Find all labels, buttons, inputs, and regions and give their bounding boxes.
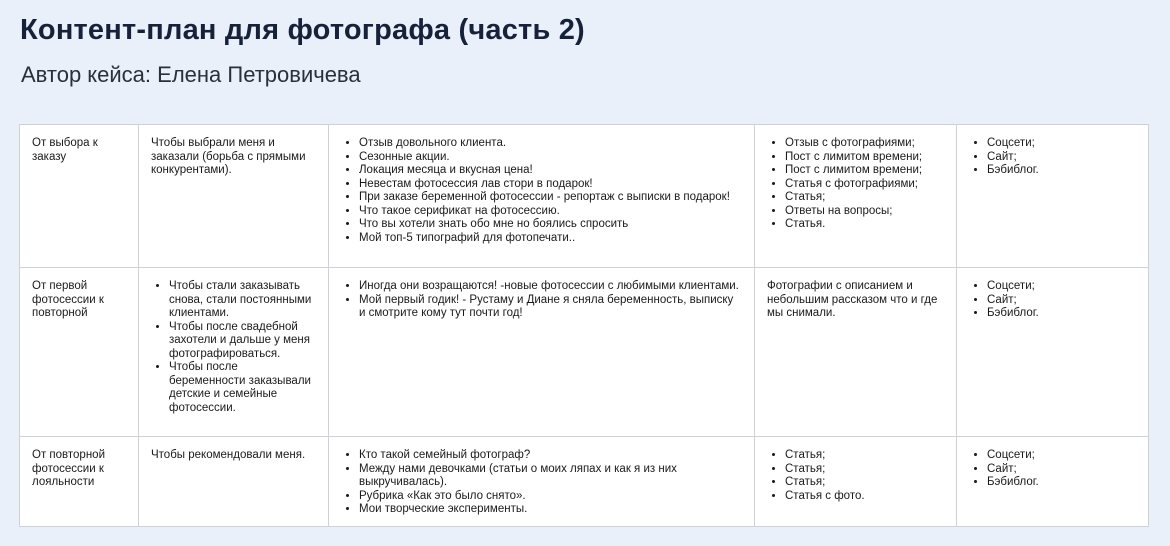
formats-text: Фотографии с описанием и небольшим рассказом что и где мы снимали. [767,280,938,319]
list-item: • Рубрика «Как это было снято». [359,490,742,504]
list-item: • Сайт; [987,294,1136,308]
list-item: • Кто такой семейный фотограф? [359,449,742,463]
list-item: • Чтобы после беременности заказывали детские и семейные фотосессии. [169,361,316,415]
stage-label: От первой фотосессии к повторной [32,280,104,319]
list-item: • Соцсети; [987,449,1136,463]
formats-cell [755,268,957,437]
list-item: • Отзыв с фотографиями; [785,137,944,151]
list-item: • Отзыв довольного клиента. [359,137,742,151]
topics-cell [329,125,755,268]
list-item: • Иногда они возращаются! -новые фотосессии с любимыми клиентами. [359,280,742,294]
list-item: • Мои творческие эксперименты. [359,503,742,517]
table-row [20,125,1149,268]
topics-cell [329,268,755,437]
goal-text: Чтобы рекомендовали меня. [151,449,306,461]
stage-cell [20,125,139,268]
list-item: • Соцсети; [987,280,1136,294]
list-item: • Статья; [785,476,944,490]
channels-cell [957,268,1149,437]
channels-list [969,137,1136,178]
stage-cell [20,437,139,527]
list-item: • Соцсети; [987,137,1136,151]
channels-list [969,280,1136,321]
stage-cell [20,268,139,437]
list-item: • Сезонные акции. [359,151,742,165]
topics-cell [329,437,755,527]
list-item: • Пост с лимитом времени; [785,151,944,165]
list-item: • Статья. [785,218,944,232]
goal-cell [139,125,329,268]
formats-cell [755,125,957,268]
channels-cell [957,437,1149,527]
goal-cell [139,437,329,527]
list-item: • Что вы хотели знать обо мне но боялись спросить [359,218,742,232]
topics-list [341,449,742,517]
goals-list [151,280,316,415]
list-item: • Бэбиблог. [987,307,1136,321]
list-item: • Ответы на вопросы; [785,205,944,219]
list-item: • При заказе беременной фотосессии - репортаж с выписки в подарок! [359,191,742,205]
formats-list [767,137,944,232]
list-item: • Невестам фотосессия лав стори в подарок! [359,178,742,192]
list-item: • Бэбиблог. [987,164,1136,178]
list-item: • Между нами девочками (статьи о моих ляпах и как я из них выкручивалась). [359,463,742,490]
list-item: • Локация месяца и вкусная цена! [359,164,742,178]
goal-cell [139,268,329,437]
list-item: • Чтобы после свадебной захотели и дальше у меня фотографироваться. [169,321,316,362]
list-item: • Статья; [785,449,944,463]
list-item: • Статья; [785,191,944,205]
stage-label: От выбора к заказу [32,137,98,163]
page-title: Контент-план для фотографа (часть 2) [20,14,585,46]
channels-cell [957,125,1149,268]
list-item: • Сайт; [987,151,1136,165]
table-row [20,268,1149,437]
formats-cell [755,437,957,527]
topics-list [341,280,742,321]
goal-text: Чтобы выбрали меня и заказали (борьба с прямыми конкурентами). [151,137,306,176]
page-subtitle: Автор кейса: Елена Петровичева [21,62,361,87]
list-item: • Статья с фотографиями; [785,178,944,192]
table-row [20,437,1149,527]
list-item: • Мой топ-5 типографий для фотопечати.. [359,232,742,246]
list-item: • Сайт; [987,463,1136,477]
list-item: • Статья; [785,463,944,477]
list-item: • Чтобы стали заказывать снова, стали постоянными клиентами. [169,280,316,321]
plan-table [19,124,1149,527]
content-plan-table [19,124,1148,526]
topics-list [341,137,742,245]
list-item: • Бэбиблог. [987,476,1136,490]
stage-label: От повторной фотосессии к лояльности [32,449,105,488]
list-item: • Мой первый годик! - Рустаму и Диане я сняла беременность, выписку и смотрите кому тут почти год! [359,294,742,321]
list-item: • Статья с фото. [785,490,944,504]
list-item: • Что такое серификат на фотосессию. [359,205,742,219]
formats-list [767,449,944,503]
channels-list [969,449,1136,490]
list-item: • Пост с лимитом времени; [785,164,944,178]
